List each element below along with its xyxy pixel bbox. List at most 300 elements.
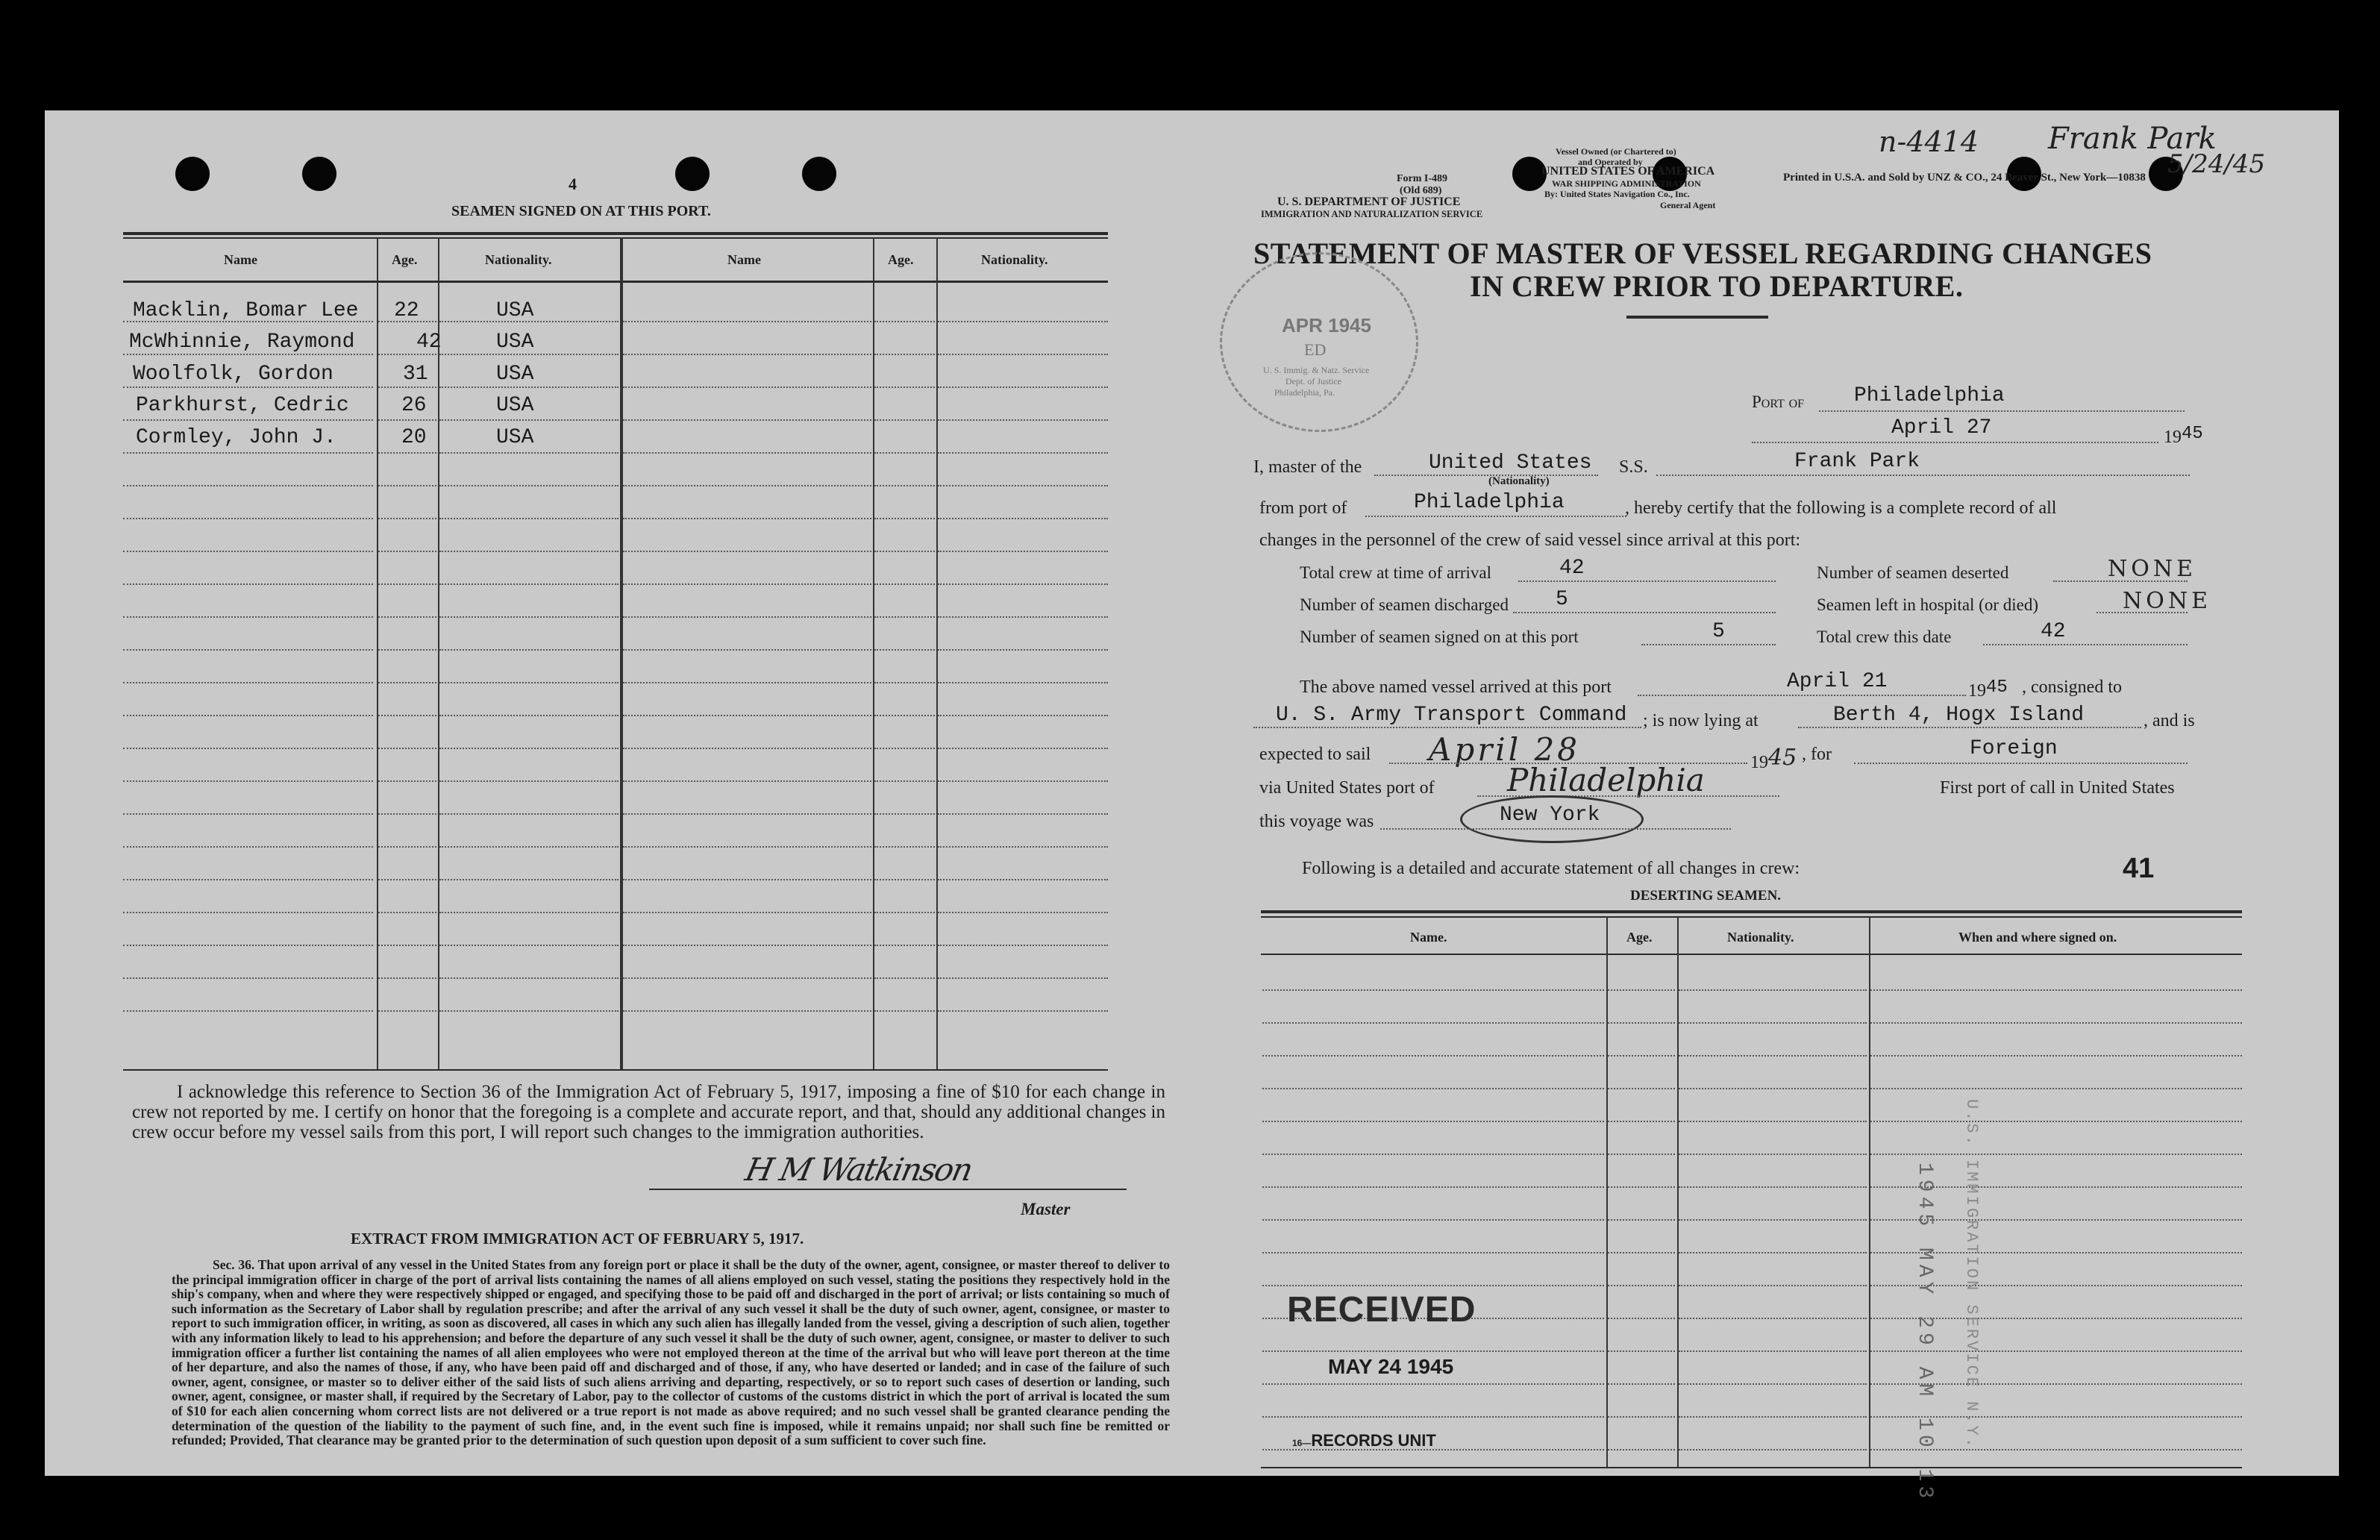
table-row-age: 20 bbox=[401, 426, 427, 449]
row-rule bbox=[439, 715, 619, 716]
table-row-age: 26 bbox=[401, 394, 427, 417]
row-rule bbox=[378, 977, 436, 979]
extract-title: EXTRACT FROM IMMIGRATION ACT OF FEBRUARY 5, 1917. bbox=[351, 1230, 804, 1248]
row-rule bbox=[123, 485, 373, 486]
row-rule bbox=[378, 748, 436, 749]
row-rule bbox=[623, 813, 871, 815]
row-rule bbox=[439, 321, 619, 322]
total-crew-date-label: Total crew this date bbox=[1817, 627, 1952, 646]
row-rule bbox=[623, 518, 871, 519]
punch-hole bbox=[175, 157, 210, 191]
sail-date: April 28 bbox=[1429, 731, 1580, 768]
page-ref: 41 bbox=[2123, 853, 2155, 884]
vessel-owner-line: UNITED STATES OF AMERICA bbox=[1541, 165, 1715, 178]
row-rule bbox=[1608, 1318, 1675, 1319]
department: U. S. DEPARTMENT OF JUSTICE bbox=[1277, 195, 1461, 208]
total-crew-arrival-label: Total crew at time of arrival bbox=[1300, 563, 1492, 582]
master-label: Master bbox=[1021, 1200, 1071, 1218]
row-rule bbox=[938, 715, 1108, 716]
row-rule bbox=[378, 485, 436, 486]
sail-year bbox=[1750, 745, 1797, 773]
row-rule bbox=[938, 485, 1108, 486]
row-rule bbox=[874, 715, 935, 716]
vessel-owner-line: and Operated by bbox=[1578, 157, 1643, 167]
row-rule bbox=[623, 551, 871, 552]
row-rule bbox=[123, 846, 373, 848]
row-rule bbox=[1679, 1449, 1867, 1450]
row-rule bbox=[623, 321, 871, 322]
row-rule bbox=[1608, 989, 1675, 991]
row-rule bbox=[439, 551, 619, 552]
row-rule bbox=[1870, 989, 2242, 991]
row-rule bbox=[938, 583, 1108, 585]
row-rule bbox=[874, 879, 935, 880]
row-rule bbox=[1870, 1154, 2242, 1155]
changes-text: changes in the personnel of the crew of said vessel since arrival at this port: bbox=[1259, 530, 1801, 550]
row-rule bbox=[1262, 1383, 1604, 1385]
row-rule bbox=[378, 616, 436, 618]
row-rule bbox=[1608, 1219, 1675, 1221]
records-unit-text: RECORDS UNIT bbox=[1311, 1431, 1436, 1450]
extract-body: That upon arrival of any vessel in the United States from any foreign port or place it shall be the duty of the owner, agent, consignee, or master thereof to deliver to the principal immigration officer in charge of the port of arrival lists containing the names of all aliens employed on such vessel, stating the positions they respectively hold in the ship's company, when and where they were respectively shipped or engaged, and specifying those to be paid off and discharged in the port of arrival; or lists containing so much of such information as the Secretary of Labor shall by regulation prescribe; and after the arrival of any such vessel it shall be the duty of such owner, agent, consignee, or master to report to such immigration officer, in writing, as soon as discovered, all cases in which any such alien has illegally landed from the vessel, giving a description of such alien, together with any information likely to lead to his apprehension; and before the departure of any such vessel it shall be the duty of such owner, agent, consignee, or master to deliver to such immigration officer a further list containing the names of all alien employees who were not employed thereon at the time of the arrival but who will leave port thereon at the time of her departure, and also the names of those, if any, who have been paid off and discharged and of those, if any, who have deserted or landed; and in case of the failure of such owner, agent, consignee, or master so to deliver either of the said lists of such aliens arriving and departing, respectively, or so to report such cases of desertion or landing, such owner, agent, consignee, or master shall, if required by the Secretary of Labor, pay to the collector of customs of the customs district in which the port of arrival is located the sum of $10 for each alien concerning whom correct lists are not delivered or a true report is not made as above required; and no such vessel shall be granted clearance pending the determination of the question of the liability to the payment of such fine, and, in the event such fine is imposed, while it remains unpaid; nor shall such fine be remitted or refunded; Provided, That clearance may be granted prior to the determination of such question upon deposit of a sum sufficient to cover such fine. bbox=[172, 1257, 1170, 1448]
row-rule bbox=[874, 518, 935, 519]
row-rule bbox=[1679, 1121, 1867, 1122]
row-rule bbox=[874, 583, 935, 585]
row-rule bbox=[123, 945, 373, 946]
table-row-name: Cormley, John J. bbox=[136, 426, 336, 449]
deserting-col-name: Name. bbox=[1410, 930, 1447, 945]
nationality-caption: (Nationality) bbox=[1488, 475, 1550, 487]
nationality: United States bbox=[1429, 451, 1592, 475]
lying-label: ; is now lying at bbox=[1643, 711, 1759, 730]
row-rule bbox=[1608, 1252, 1675, 1253]
col-header-name: Name bbox=[224, 252, 257, 267]
deserting-col-nationality: Nationality. bbox=[1727, 930, 1794, 945]
row-rule bbox=[623, 945, 871, 946]
row-rule bbox=[623, 879, 871, 880]
row-rule bbox=[1262, 1186, 1604, 1188]
row-rule bbox=[439, 945, 619, 946]
row-rule bbox=[623, 616, 871, 618]
hospital-label: Seamen left in hospital (or died) bbox=[1817, 595, 2039, 614]
arrived-year bbox=[1968, 677, 2008, 701]
row-rule bbox=[623, 1010, 871, 1012]
row-rule bbox=[1262, 1350, 1604, 1352]
handwritten-date: 5/24/45 bbox=[2167, 149, 2266, 179]
received-date: MAY 24 1945 bbox=[1328, 1355, 1454, 1378]
handwritten-ref: n-4414 bbox=[1879, 125, 1979, 158]
row-rule bbox=[378, 945, 436, 946]
printed-by: Printed in U.S.A. and Sold by UNZ & CO., 24 Beaver St., New York—10838 bbox=[1783, 172, 2146, 184]
row-rule bbox=[123, 321, 373, 322]
voyage-label: this voyage was bbox=[1259, 812, 1374, 831]
row-rule bbox=[378, 583, 436, 585]
row-rule bbox=[439, 649, 619, 651]
stamp-date: APR 1945 bbox=[1282, 314, 1371, 337]
row-rule bbox=[123, 879, 373, 880]
row-rule bbox=[623, 846, 871, 848]
row-rule bbox=[874, 748, 935, 749]
row-rule bbox=[439, 846, 619, 848]
arrived-year-prefix: 19 bbox=[1968, 681, 1986, 701]
row-rule bbox=[1608, 1285, 1675, 1286]
row-rule bbox=[439, 386, 619, 388]
row-rule bbox=[1262, 1219, 1604, 1221]
row-rule bbox=[378, 321, 436, 322]
row-rule bbox=[1870, 1121, 2242, 1122]
total-crew-arrival: 42 bbox=[1559, 557, 1585, 580]
vessel-owner-line: WAR SHIPPING ADMINISTRATION bbox=[1552, 178, 1701, 189]
stamp-text: Dept. of Justice bbox=[1285, 376, 1341, 386]
row-rule bbox=[1608, 1088, 1675, 1089]
stamp-ed: ED bbox=[1304, 340, 1327, 359]
row-rule bbox=[623, 386, 871, 388]
table-row-age: 31 bbox=[403, 363, 428, 386]
row-rule bbox=[623, 354, 871, 355]
first-port: New York bbox=[1500, 804, 1600, 827]
port: Philadelphia bbox=[1854, 384, 2005, 407]
row-rule bbox=[938, 780, 1108, 782]
row-rule bbox=[874, 977, 935, 979]
row-rule bbox=[1262, 1285, 1604, 1286]
table-row-age: 42 bbox=[416, 331, 442, 354]
row-rule bbox=[1679, 1318, 1867, 1319]
row-rule bbox=[874, 485, 935, 486]
table-row-nationality: USA bbox=[496, 331, 534, 354]
row-rule bbox=[1679, 1088, 1867, 1089]
row-rule bbox=[938, 846, 1108, 848]
from-port: Philadelphia bbox=[1414, 491, 1565, 514]
row-rule bbox=[123, 518, 373, 519]
row-rule bbox=[623, 682, 871, 683]
row-rule bbox=[439, 682, 619, 683]
row-rule bbox=[123, 977, 373, 979]
vertical-stamp-2: U.S. IMMIGRATION SERVICE N.Y. bbox=[1962, 1099, 1981, 1450]
master-of-label: I, master of the bbox=[1253, 457, 1362, 477]
berth: Berth 4, Hogx Island bbox=[1833, 704, 2085, 727]
from-port-label: from port of bbox=[1259, 498, 1347, 518]
row-rule bbox=[938, 386, 1108, 388]
section-title: SEAMEN SIGNED ON AT THIS PORT. bbox=[451, 203, 711, 219]
received-stamp: RECEIVED bbox=[1287, 1290, 1476, 1330]
table-row-name: Parkhurst, Cedric bbox=[136, 394, 349, 417]
form-number: Form I-489 bbox=[1397, 173, 1448, 184]
row-rule bbox=[123, 616, 373, 618]
row-rule bbox=[123, 419, 373, 421]
row-rule bbox=[123, 354, 373, 355]
total-crew-date: 42 bbox=[2041, 620, 2066, 643]
row-rule bbox=[439, 485, 619, 486]
master-signature: H M Watkinson bbox=[742, 1151, 975, 1188]
row-rule bbox=[938, 977, 1108, 979]
sail-year-value: 45 bbox=[1768, 745, 1797, 771]
row-rule bbox=[123, 452, 373, 454]
row-rule bbox=[1262, 989, 1604, 991]
ship-name: Frank Park bbox=[1794, 450, 1920, 473]
row-rule bbox=[439, 977, 619, 979]
row-rule bbox=[938, 354, 1108, 355]
row-rule bbox=[1679, 1350, 1867, 1352]
row-rule bbox=[938, 419, 1108, 421]
row-rule bbox=[378, 813, 436, 815]
row-rule bbox=[378, 386, 436, 388]
vessel-owner-line: By: United States Navigation Co., Inc. bbox=[1544, 189, 1690, 199]
punch-hole bbox=[802, 157, 836, 191]
row-rule bbox=[1262, 1154, 1604, 1155]
left-page bbox=[45, 110, 1179, 1476]
row-rule bbox=[623, 452, 871, 454]
row-rule bbox=[938, 912, 1108, 913]
hospital: NONE bbox=[2123, 588, 2211, 614]
row-rule bbox=[874, 912, 935, 913]
row-rule bbox=[1608, 1022, 1675, 1024]
col-header-name-2: Name bbox=[727, 252, 761, 267]
row-rule bbox=[1262, 1121, 1604, 1122]
row-rule bbox=[439, 452, 619, 454]
form-title-line2: IN CREW PRIOR TO DEPARTURE. bbox=[1470, 269, 1964, 303]
punch-hole bbox=[302, 157, 336, 191]
row-rule bbox=[123, 912, 373, 913]
row-rule bbox=[623, 977, 871, 979]
row-rule bbox=[378, 1010, 436, 1012]
row-rule bbox=[623, 748, 871, 749]
row-rule bbox=[874, 813, 935, 815]
certify-text: , hereby certify that the following is a complete record of all bbox=[1625, 498, 2057, 518]
acknowledgement-text: I acknowledge this reference to Section 36 of the Immigration Act of February 5, 1917, imposing a fine of $10 for each change in crew not reported by me. I certify on honor that the foregoing is a complete and accurate report, and that, should any additional changes in crew occur before my vessel sails from this port, I will report such changes to the immigration authorities. bbox=[132, 1082, 1165, 1142]
row-rule bbox=[938, 551, 1108, 552]
row-rule bbox=[1262, 1252, 1604, 1253]
row-rule bbox=[439, 813, 619, 815]
row-rule bbox=[378, 846, 436, 848]
records-prefix: 16— bbox=[1292, 1438, 1312, 1448]
row-rule bbox=[378, 912, 436, 913]
destination: Foreign bbox=[1970, 737, 2058, 760]
row-rule bbox=[439, 912, 619, 913]
deserting-title: DESERTING SEAMEN. bbox=[1630, 888, 1782, 904]
row-rule bbox=[378, 682, 436, 683]
row-rule bbox=[623, 715, 871, 716]
row-rule bbox=[1679, 1285, 1867, 1286]
records-unit bbox=[1292, 1431, 1436, 1450]
row-rule bbox=[439, 583, 619, 585]
table-row-name: Macklin, Bomar Lee bbox=[133, 299, 359, 322]
row-rule bbox=[623, 780, 871, 782]
deserted-label: Number of seamen deserted bbox=[1817, 563, 2009, 582]
year bbox=[2164, 424, 2203, 448]
row-rule bbox=[938, 1010, 1108, 1012]
row-rule bbox=[378, 452, 436, 454]
row-rule bbox=[1608, 1055, 1675, 1057]
row-rule bbox=[623, 912, 871, 913]
row-rule bbox=[123, 649, 373, 651]
row-rule bbox=[938, 879, 1108, 880]
and-is: , and is bbox=[2143, 711, 2195, 730]
handwritten-ship: Frank Park bbox=[2048, 122, 2217, 156]
row-rule bbox=[938, 945, 1108, 946]
row-rule bbox=[1679, 1186, 1867, 1188]
first-port-label: First port of call in United States bbox=[1940, 778, 2175, 798]
row-rule bbox=[439, 354, 619, 355]
row-rule bbox=[123, 386, 373, 388]
row-rule bbox=[1679, 1252, 1867, 1253]
row-rule bbox=[874, 452, 935, 454]
row-rule bbox=[874, 616, 935, 618]
row-rule bbox=[439, 780, 619, 782]
row-rule bbox=[123, 748, 373, 749]
row-rule bbox=[378, 715, 436, 716]
ss-label: S.S. bbox=[1619, 457, 1648, 477]
stamp-text: Philadelphia, Pa. bbox=[1274, 387, 1335, 398]
row-rule bbox=[1608, 1154, 1675, 1155]
row-rule bbox=[1679, 989, 1867, 991]
row-rule bbox=[1679, 1022, 1867, 1024]
row-rule bbox=[123, 813, 373, 815]
arrival-stamp bbox=[1220, 252, 1418, 432]
port-label: Port of bbox=[1752, 392, 1805, 411]
row-rule bbox=[439, 748, 619, 749]
col-header-nationality: Nationality. bbox=[485, 252, 552, 267]
row-rule bbox=[123, 551, 373, 552]
row-rule bbox=[874, 682, 935, 683]
row-rule bbox=[874, 419, 935, 421]
table-row-name: McWhinnie, Raymond bbox=[129, 331, 355, 354]
row-rule bbox=[938, 813, 1108, 815]
row-rule bbox=[1262, 1088, 1604, 1089]
col-header-age: Age. bbox=[392, 252, 418, 267]
row-rule bbox=[123, 715, 373, 716]
year-value: 45 bbox=[2182, 424, 2203, 444]
form-old: (Old 689) bbox=[1400, 185, 1442, 196]
row-rule bbox=[378, 649, 436, 651]
via-label: via United States port of bbox=[1259, 778, 1435, 798]
table-row-nationality: USA bbox=[496, 426, 534, 449]
row-rule bbox=[378, 780, 436, 782]
row-rule bbox=[1870, 1055, 2242, 1057]
stamp-text: U. S. Immig. & Natz. Service bbox=[1263, 365, 1370, 375]
row-rule bbox=[1679, 1154, 1867, 1155]
row-rule bbox=[378, 354, 436, 355]
row-rule bbox=[874, 945, 935, 946]
row-rule bbox=[1870, 1022, 2242, 1024]
row-rule bbox=[378, 419, 436, 421]
row-rule bbox=[1262, 1022, 1604, 1024]
table-row-name: Woolfolk, Gordon bbox=[133, 363, 333, 386]
deserting-col-age: Age. bbox=[1626, 930, 1653, 945]
vessel-owner-line: General Agent bbox=[1660, 200, 1716, 210]
row-rule bbox=[938, 452, 1108, 454]
row-rule bbox=[1608, 1121, 1675, 1122]
row-rule bbox=[1679, 1219, 1867, 1221]
row-rule bbox=[623, 583, 871, 585]
vertical-stamp: 1945 MAY 29 AM 10 13 bbox=[1913, 1162, 1936, 1503]
table-row-nationality: USA bbox=[496, 363, 534, 386]
row-rule bbox=[123, 780, 373, 782]
deserted: NONE bbox=[2108, 556, 2196, 582]
row-rule bbox=[1870, 1088, 2242, 1089]
row-rule bbox=[123, 682, 373, 683]
row-rule bbox=[439, 518, 619, 519]
right-page bbox=[1179, 110, 2339, 1503]
expected-label: expected to sail bbox=[1259, 745, 1371, 764]
for-label: , for bbox=[1802, 745, 1832, 764]
row-rule bbox=[439, 616, 619, 618]
signed-on-label: Number of seamen signed on at this port bbox=[1300, 627, 1579, 646]
punch-hole bbox=[675, 157, 710, 191]
row-rule bbox=[623, 485, 871, 486]
row-rule bbox=[1608, 1449, 1675, 1450]
table-row-age: 22 bbox=[394, 299, 419, 322]
row-rule bbox=[938, 649, 1108, 651]
row-rule bbox=[1262, 1416, 1604, 1418]
row-rule bbox=[938, 518, 1108, 519]
page-number: 4 bbox=[569, 175, 577, 193]
row-rule bbox=[439, 419, 619, 421]
row-rule bbox=[874, 321, 935, 322]
row-rule bbox=[378, 551, 436, 552]
row-rule bbox=[439, 1010, 619, 1012]
row-rule bbox=[1679, 1055, 1867, 1057]
arrived-date: April 21 bbox=[1787, 670, 1888, 693]
row-rule bbox=[874, 354, 935, 355]
extract-section: Sec. 36. bbox=[213, 1257, 255, 1272]
row-rule bbox=[378, 518, 436, 519]
row-rule bbox=[1608, 1186, 1675, 1188]
form-title-line1: STATEMENT OF MASTER OF VESSEL REGARDING CHANGES bbox=[1253, 237, 2152, 270]
table-row-nationality: USA bbox=[496, 299, 534, 322]
row-rule bbox=[1262, 1055, 1604, 1057]
date: April 27 bbox=[1891, 416, 1992, 439]
row-rule bbox=[938, 748, 1108, 749]
row-rule bbox=[938, 321, 1108, 322]
row-rule bbox=[874, 780, 935, 782]
vessel-owner-line: Vessel Owned (or Chartered to) bbox=[1556, 146, 1676, 157]
row-rule bbox=[1608, 1383, 1675, 1385]
row-rule bbox=[439, 879, 619, 880]
arrived-year-value: 45 bbox=[1986, 677, 2008, 698]
row-rule bbox=[123, 583, 373, 585]
row-rule bbox=[874, 846, 935, 848]
via-port: Philadelphia bbox=[1507, 762, 1705, 798]
signed-on: 5 bbox=[1712, 620, 1725, 643]
row-rule bbox=[874, 1010, 935, 1012]
row-rule bbox=[874, 649, 935, 651]
table-row-nationality: USA bbox=[496, 394, 534, 417]
row-rule bbox=[938, 682, 1108, 683]
row-rule bbox=[623, 419, 871, 421]
col-header-nationality-2: Nationality. bbox=[981, 252, 1048, 267]
row-rule bbox=[623, 649, 871, 651]
row-rule bbox=[123, 1010, 373, 1012]
discharged-label: Number of seamen discharged bbox=[1300, 595, 1509, 614]
row-rule bbox=[378, 879, 436, 880]
arrived-label: The above named vessel arrived at this port bbox=[1300, 677, 1612, 697]
col-header-age-2: Age. bbox=[888, 252, 914, 267]
row-rule bbox=[1679, 1383, 1867, 1385]
deserting-col-signed-on: When and where signed on. bbox=[1958, 930, 2117, 945]
row-rule bbox=[1679, 1416, 1867, 1418]
consigned-label: , consigned to bbox=[2022, 677, 2122, 697]
row-rule bbox=[1608, 1350, 1675, 1352]
discharged: 5 bbox=[1556, 588, 1568, 611]
service: IMMIGRATION AND NATURALIZATION SERVICE bbox=[1261, 209, 1483, 219]
extract-text bbox=[172, 1258, 1170, 1448]
row-rule bbox=[874, 386, 935, 388]
row-rule bbox=[938, 616, 1108, 618]
consignee: U. S. Army Transport Command bbox=[1276, 704, 1627, 727]
row-rule bbox=[1608, 1416, 1675, 1418]
year-prefix: 19 bbox=[2164, 428, 2182, 447]
following-label: Following is a detailed and accurate statement of all changes in crew: bbox=[1302, 859, 1800, 878]
